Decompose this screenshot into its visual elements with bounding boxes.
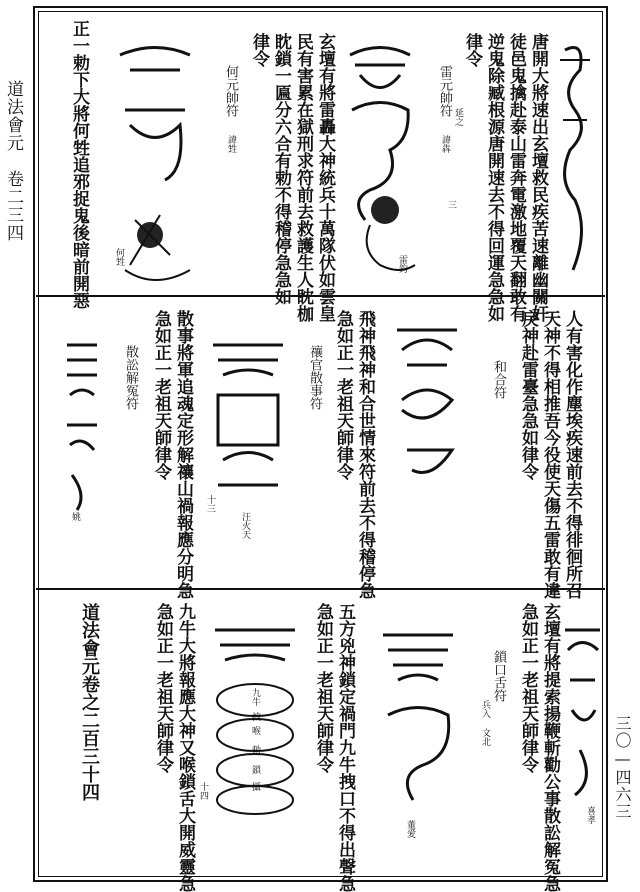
fu-talisman-1-drawing [555, 30, 595, 280]
fu-inner-3: 喉 [250, 726, 260, 735]
caption-rangguan: 禳官散事符 [307, 345, 322, 410]
top-line-3: 逆鬼除臧根源唐開速去不得回運急急如 [484, 33, 504, 322]
bot-line-4: 急如正一老祖天師律令 [313, 603, 333, 773]
caption-lei-yuanshuai: 雷元帥符 [437, 65, 452, 117]
fu-talisman-sansong-drawing [62, 335, 102, 515]
mid-line-3: 戾神赴雷臺急急如律令 [518, 310, 538, 480]
bot-line-5: 九牛大將報應大神又喉鎖舌大開威靈急 [175, 603, 195, 892]
mid-line-1: 人有害化作塵埃疾速前去不得徘徊所召 [562, 310, 582, 599]
mid-line-5: 急如正一老祖天師律令 [333, 310, 353, 480]
fu-talisman-lei-drawing [340, 40, 420, 280]
fu-inner-6: 攝 [250, 782, 260, 791]
caption-lei-note: 諱犇 [440, 135, 450, 153]
seal-label-yao: 姚 [70, 512, 80, 521]
fu-talisman-he-drawing [110, 40, 200, 280]
top-line-6: 民有害累在獄刑求符前去救護生人眈枷 [293, 33, 313, 322]
bot-line-2: 急如正一老祖天師律令 [518, 603, 538, 773]
seal-label-wang: 汪火天 [240, 512, 250, 539]
seal-label-lei: 雷鈞 [397, 255, 407, 273]
caption-suokoushe-note: 兵入 文北 [480, 700, 490, 746]
panel-divider-2 [36, 588, 605, 590]
fu-talisman-hehe-drawing [392, 320, 462, 500]
top-line-7: 眈鎖一匾分六合有勅不得稽停急急如 [271, 33, 291, 305]
bot-line-1: 玄壇有將提索揚鞭斬勸公事散訟解冤急 [540, 603, 560, 892]
top-line-5: 玄壇有將雷轟大神統兵十萬隊伏如雲皇 [315, 33, 335, 322]
fu-inner-4: 勅 [250, 745, 260, 754]
caption-sansong: 散訟解冤符 [123, 345, 138, 410]
caption-lei-mark-2: 三 [446, 200, 456, 209]
fu-talisman-dongai-drawing [378, 625, 458, 815]
mark-14: 十四 [198, 782, 208, 800]
top-line-1: 唐開大將速出玄壇救民疾苦速離幽關奸 [528, 33, 548, 322]
book-title-margin: 道法會元 卷二三四 [3, 80, 23, 242]
page-number-margin: 三〇—四六三 [613, 715, 632, 820]
seal-label-dongai: 董愛 [405, 820, 415, 838]
bot-line-6: 急如正一老祖天師律令 [153, 603, 173, 773]
caption-hehe: 和合符 [491, 360, 506, 399]
bot-line-3: 五方兇神鎖定禍門九牛拽口不得出聲急 [335, 603, 355, 892]
top-line-8: 律令 [249, 33, 269, 67]
fu-talisman-rangguan-drawing [208, 335, 288, 505]
caption-he-yuanshuai: 何元帥符 [223, 65, 238, 117]
fu-inner-1: 九牛 [250, 688, 260, 706]
juan-footer: 道法會元卷之二百三十四 [79, 603, 100, 801]
fu-inner-2: 拽 [250, 712, 260, 721]
top-line-2: 徒邑鬼擒赴泰山雷奔電激地覆天翻敢有 [506, 33, 526, 322]
mid-line-2: 天神不得相推吾今役使天傷五雷敢有違 [540, 310, 560, 599]
mark-13: 十三 [205, 495, 215, 513]
caption-lei-mark: 延之 [453, 108, 463, 126]
seal-label-xixiao: 喜孝 [585, 806, 595, 824]
caption-suokoushe: 鎖口舌符 [491, 650, 506, 702]
fu-talisman-suokou-drawing [560, 620, 605, 800]
caption-he-note: 諱甡 [226, 135, 236, 153]
fu-inner-5: 鎖 [250, 765, 260, 774]
mid-line-7: 急如正一老祖天師律令 [151, 310, 171, 480]
seal-label-he: 何甡 [114, 248, 124, 266]
top-line-9: 正一勅下大將何甡追邪捉鬼後暗前開惡 [69, 20, 89, 309]
mid-line-6: 散事將軍追魂定形解禳山禍報應分明急 [173, 310, 193, 599]
top-line-4: 律令 [462, 33, 482, 67]
mid-line-4: 飛神飛神和合世情來符前去不得稽停急 [355, 310, 375, 599]
